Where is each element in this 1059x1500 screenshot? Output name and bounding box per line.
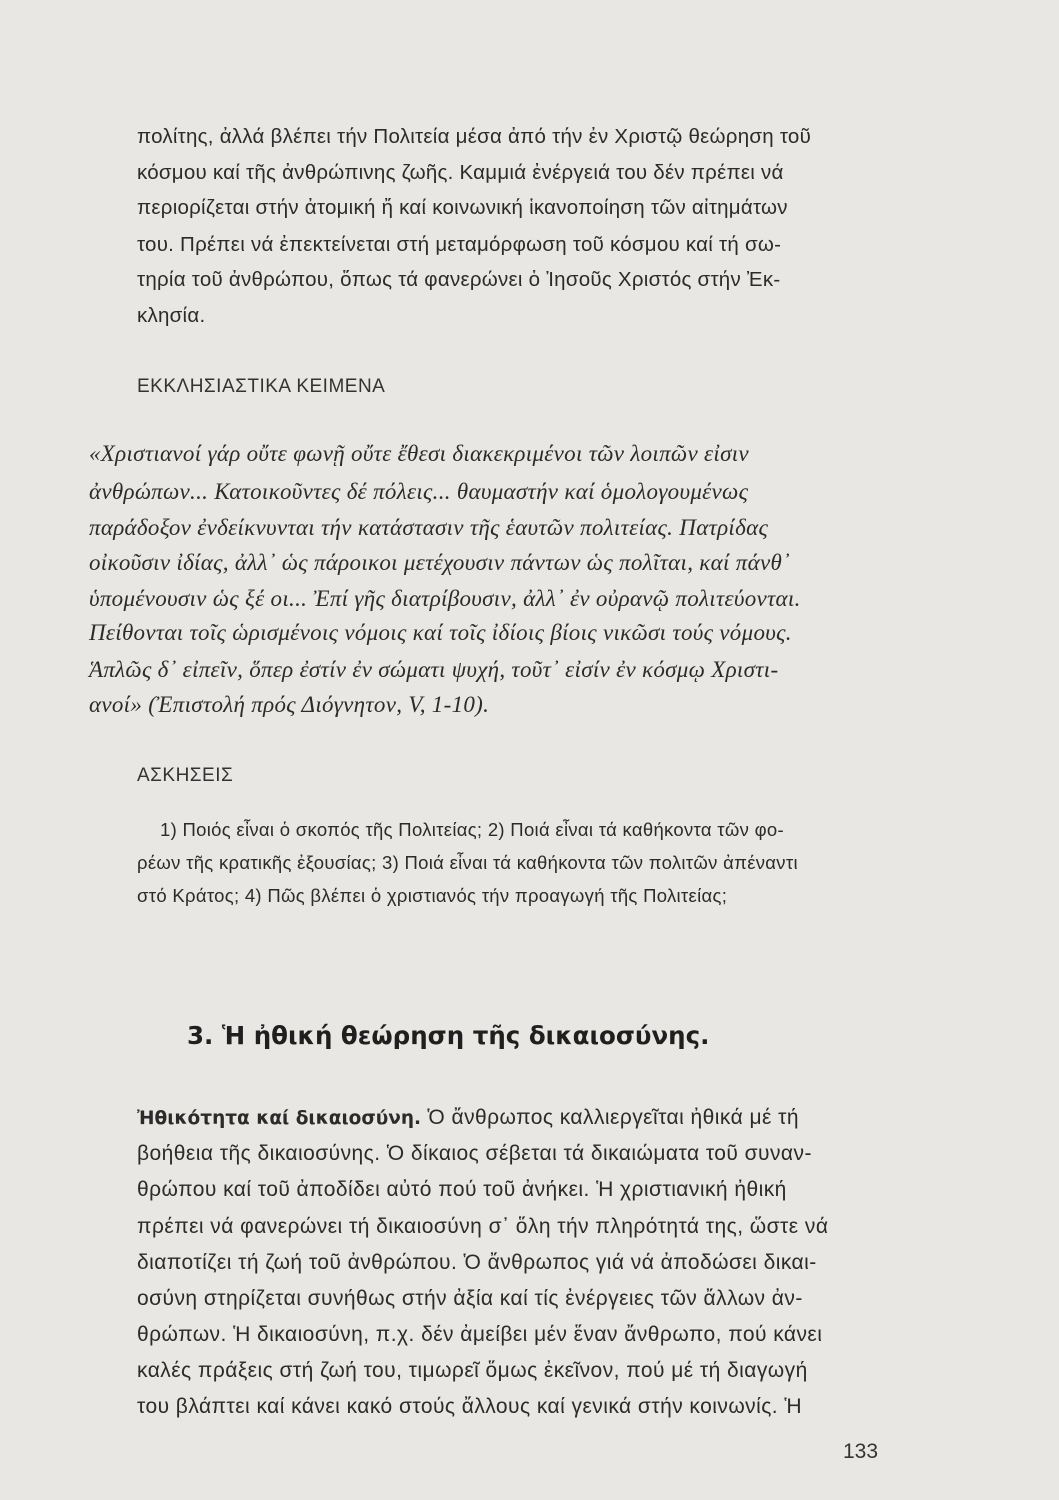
section-first-line — [137, 1106, 799, 1130]
quote-line: «Χριστιανοί γάρ οὔτε φωνῇ οὔτε ἔθεσι διακεκριμένοι τῶν λοιπῶν εἰσιν — [89, 441, 749, 466]
section-line: του βλάπτει καί κάνει κακό στούς ἄλλους καί γενικά στήν κοινωνίς. Ἡ — [137, 1395, 803, 1418]
intro-line: του. Πρέπει νά ἐπεκτείνεται στή μεταμόρφωση τοῦ κόσμου καί τή σω- — [137, 233, 782, 256]
section-line: Ὁ ἄνθρωπος καλλιεργεῖται ἠθικά μέ τή — [427, 1106, 800, 1129]
exercise-line: ρέων τῆς κρατικῆς ἐξουσίας; 3) Ποιά εἶναι τά καθήκοντα τῶν πολιτῶν ἀπέναντι — [137, 852, 798, 873]
quote-line: Πείθονται τοῖς ὡρισμένοις νόμοις καί τοῖς ἰδίοις βίοις νικῶσι τούς νόμους. — [89, 620, 792, 645]
section-title: 3. Ἡ ἠθική θεώρηση τῆς δικαιοσύνης. — [187, 1021, 710, 1050]
section-line: θρώπου καί τοῦ ἀποδίδει αὐτό πού τοῦ ἀνήκει. Ἡ χριστιανική ἠθική — [137, 1178, 787, 1201]
texts-heading: ΕΚΚΛΗΣΙΑΣΤΙΚΑ ΚΕΙΜΕΝΑ — [137, 376, 386, 397]
intro-line: πολίτης, ἀλλά βλέπει τήν Πολιτεία μέσα ἀπό τήν ἐν Χριστῷ θεώρηση τοῦ — [137, 125, 812, 148]
intro-line: κλησία. — [137, 304, 206, 327]
section-line: οσύνη στηρίζεται συνήθως στήν ἀξία καί τίς ἐνέργειες τῶν ἄλλων ἀν- — [137, 1287, 803, 1310]
quote-line: παράδοξον ἐνδείκνυνται τήν κατάστασιν τῆς ἑαυτῶν πολιτείας. Πατρίδας — [89, 515, 769, 540]
intro-line: περιορίζεται στήν ἀτομική ἤ καί κοινωνική ἱκανοποίηση τῶν αἰτημάτων — [137, 196, 788, 219]
section-line: καλές πράξεις στή ζωή του, τιμωρεῖ ὅμως ἐκεῖνον, πού μέ τή διαγωγή — [137, 1359, 808, 1382]
section-lead: Ἠθικότητα καί δικαιοσύνη. — [137, 1108, 422, 1129]
exercise-line: 1) Ποιός εἶναι ὁ σκοπός τῆς Πολιτείας; 2) Ποιά εἶναι τά καθήκοντα τῶν φο- — [160, 819, 784, 840]
quote-line: οἰκοῦσιν ἰδίας, ἀλλ᾽ ὡς πάροικοι μετέχουσιν πάντων ὡς πολῖται, καί πάνθ᾽ — [89, 550, 791, 575]
section-line: θρώπων. Ἡ δικαιοσύνη, π.χ. δέν ἀμείβει μέν ἕναν ἄνθρωπο, πού κάνει — [137, 1323, 823, 1346]
quote-line: ανοί» (Ἐπιστολή πρός Διόγνητον, V, 1-10). — [89, 692, 490, 717]
intro-line: τηρία τοῦ ἀνθρώπου, ὅπως τά φανερώνει ὁ Ἰησοῦς Χριστός στήν Ἐκ- — [137, 268, 781, 291]
exercise-line: στό Κράτος; 4) Πῶς βλέπει ὁ χριστιανός τήν προαγωγή τῆς Πολιτείας; — [137, 885, 728, 906]
section-line: διαποτίζει τή ζωή τοῦ ἀνθρώπου. Ὁ ἄνθρωπος γιά νά ἀποδώσει δικαι- — [137, 1251, 817, 1274]
section-line: πρέπει νά φανερώνει τή δικαιοσύνη σ᾽ ὅλη τήν πληρότητά της, ὥστε νά — [137, 1215, 829, 1238]
exercises-heading: ΑΣΚΗΣΕΙΣ — [137, 765, 234, 786]
quote-line: ἀνθρώπων... Κατοικοῦντες δέ πόλεις... θαυμαστήν καί ὁμολογουμένως — [89, 479, 749, 504]
intro-line: κόσμου καί τῆς ἀνθρώπινης ζωῆς. Καμμιά ἐνέργειά του δέν πρέπει νά — [137, 161, 784, 184]
quote-line: ὑπομένουσιν ὡς ξέ οι... Ἐπί γῆς διατρίβουσιν, ἀλλ᾽ ἐν οὐρανῷ πολιτεύονται. — [89, 586, 801, 611]
quote-line: Ἁπλῶς δ᾽ εἰπεῖν, ὅπερ ἐστίν ἐν σώματι ψυχή, τοῦτ᾽ εἰσίν ἐν κόσμῳ Χριστι- — [89, 657, 779, 682]
section-line: βοήθεια τῆς δικαιοσύνης. Ὁ δίκαιος σέβεται τά δικαιώματα τοῦ συναν- — [137, 1142, 812, 1165]
page-number: 133 — [843, 1440, 879, 1463]
